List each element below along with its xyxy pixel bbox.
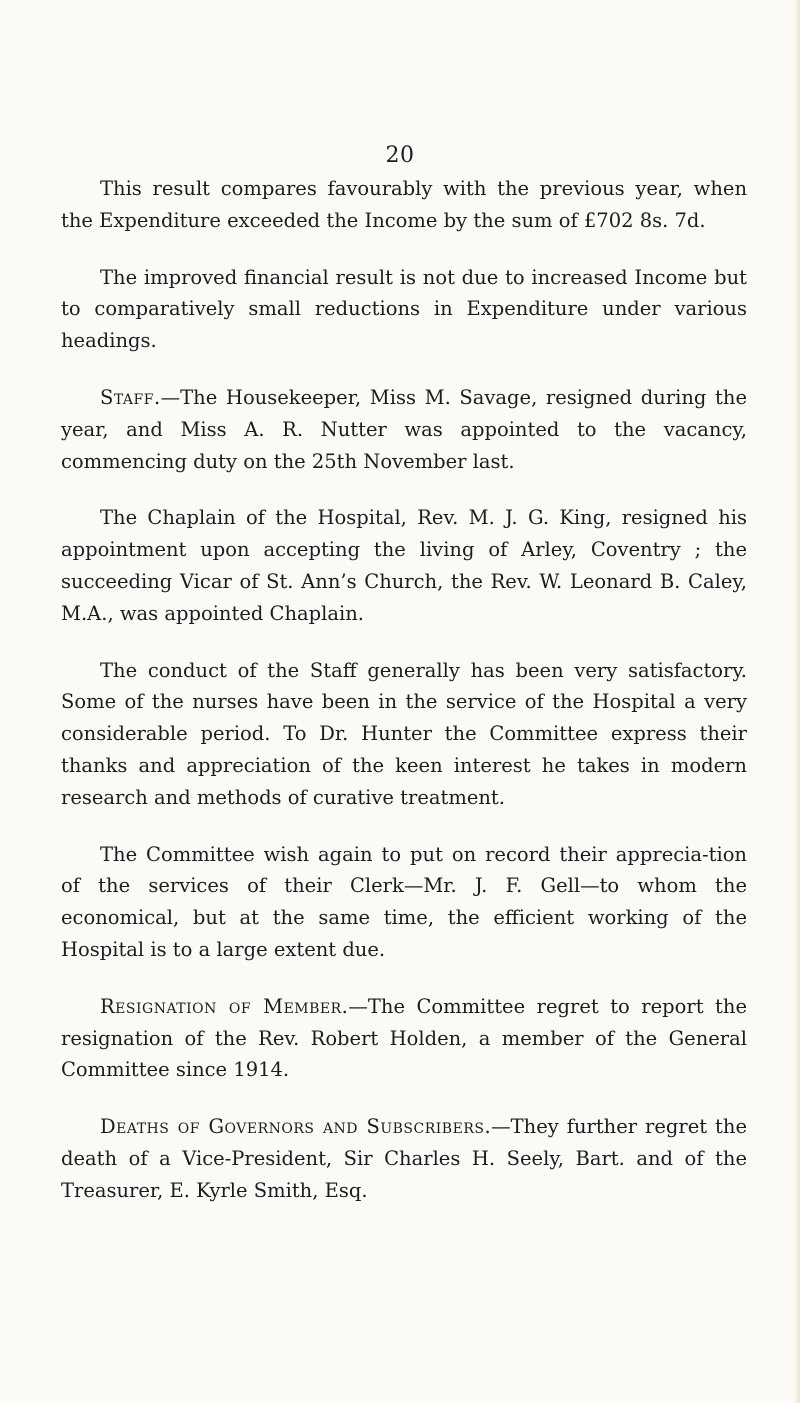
paragraph-text: The Committee wish again to put on record their apprecia-tion of the services of their Clerk—Mr. J. F. Gell—to whom the economical, but at the same time, the efficient working of the Hospital is to a large extent due. [61,842,747,961]
paragraph-clerk [61,839,747,966]
paragraph-chaplain [61,502,747,629]
body-text [61,173,747,1232]
paragraph-staff [61,382,747,477]
paragraph-text: The Chaplain of the Hospital, Rev. M. J. G. King, resigned his appointment upon accepting the living of Arley, Coventry ; the succeeding Vicar of St. Ann’s Church, the Rev. W. Leonard B. Caley, M.A., was appointed Chaplain. [61,506,747,625]
paragraph-financial-result [61,173,747,237]
paragraph-deaths [61,1111,747,1206]
section-heading-resignation: Resignation of Member. [100,994,349,1018]
paragraph-staff-conduct [61,655,747,814]
paragraph-improved-result [61,262,747,357]
paragraph-resignation [61,991,747,1086]
paragraph-text: The conduct of the Staff generally has been very satisfactory. Some of the nurses have been in the service of the Hospital a very considerable period. To Dr. Hunter the Committee express their thanks and appreciation of the keen interest he takes in modern research and methods of curative treatment. [61,658,747,809]
paragraph-text: This result compares favourably with the previous year, when the Expenditure exceeded the Income by the sum of £702 8s. 7d. [61,177,747,232]
paragraph-text: —The Housekeeper, Miss M. Savage, resigned during the year, and Miss A. R. Nutter was appointed to the vacancy, commencing duty on the 25th November last. [61,385,747,473]
section-heading-staff: Staff. [100,385,161,409]
paragraph-text: —They further regret the death of a Vice-President, Sir Charles H. Seely, Bart. and of the Treasurer, E. Kyrle Smith, Esq. [61,1115,747,1202]
page-number: 20 [385,143,415,168]
paragraph-text: —The Committee regret to report the resignation of the Rev. Robert Holden, a member of the General Committee since 1914. [61,994,747,1082]
paragraph-text: The improved financial result is not due to increased Income but to comparatively small reductions in Expenditure under various headings. [61,265,747,353]
page-edge-shadow [794,0,800,1403]
section-heading-deaths: Deaths of Governors and Subscribers. [100,1115,492,1139]
